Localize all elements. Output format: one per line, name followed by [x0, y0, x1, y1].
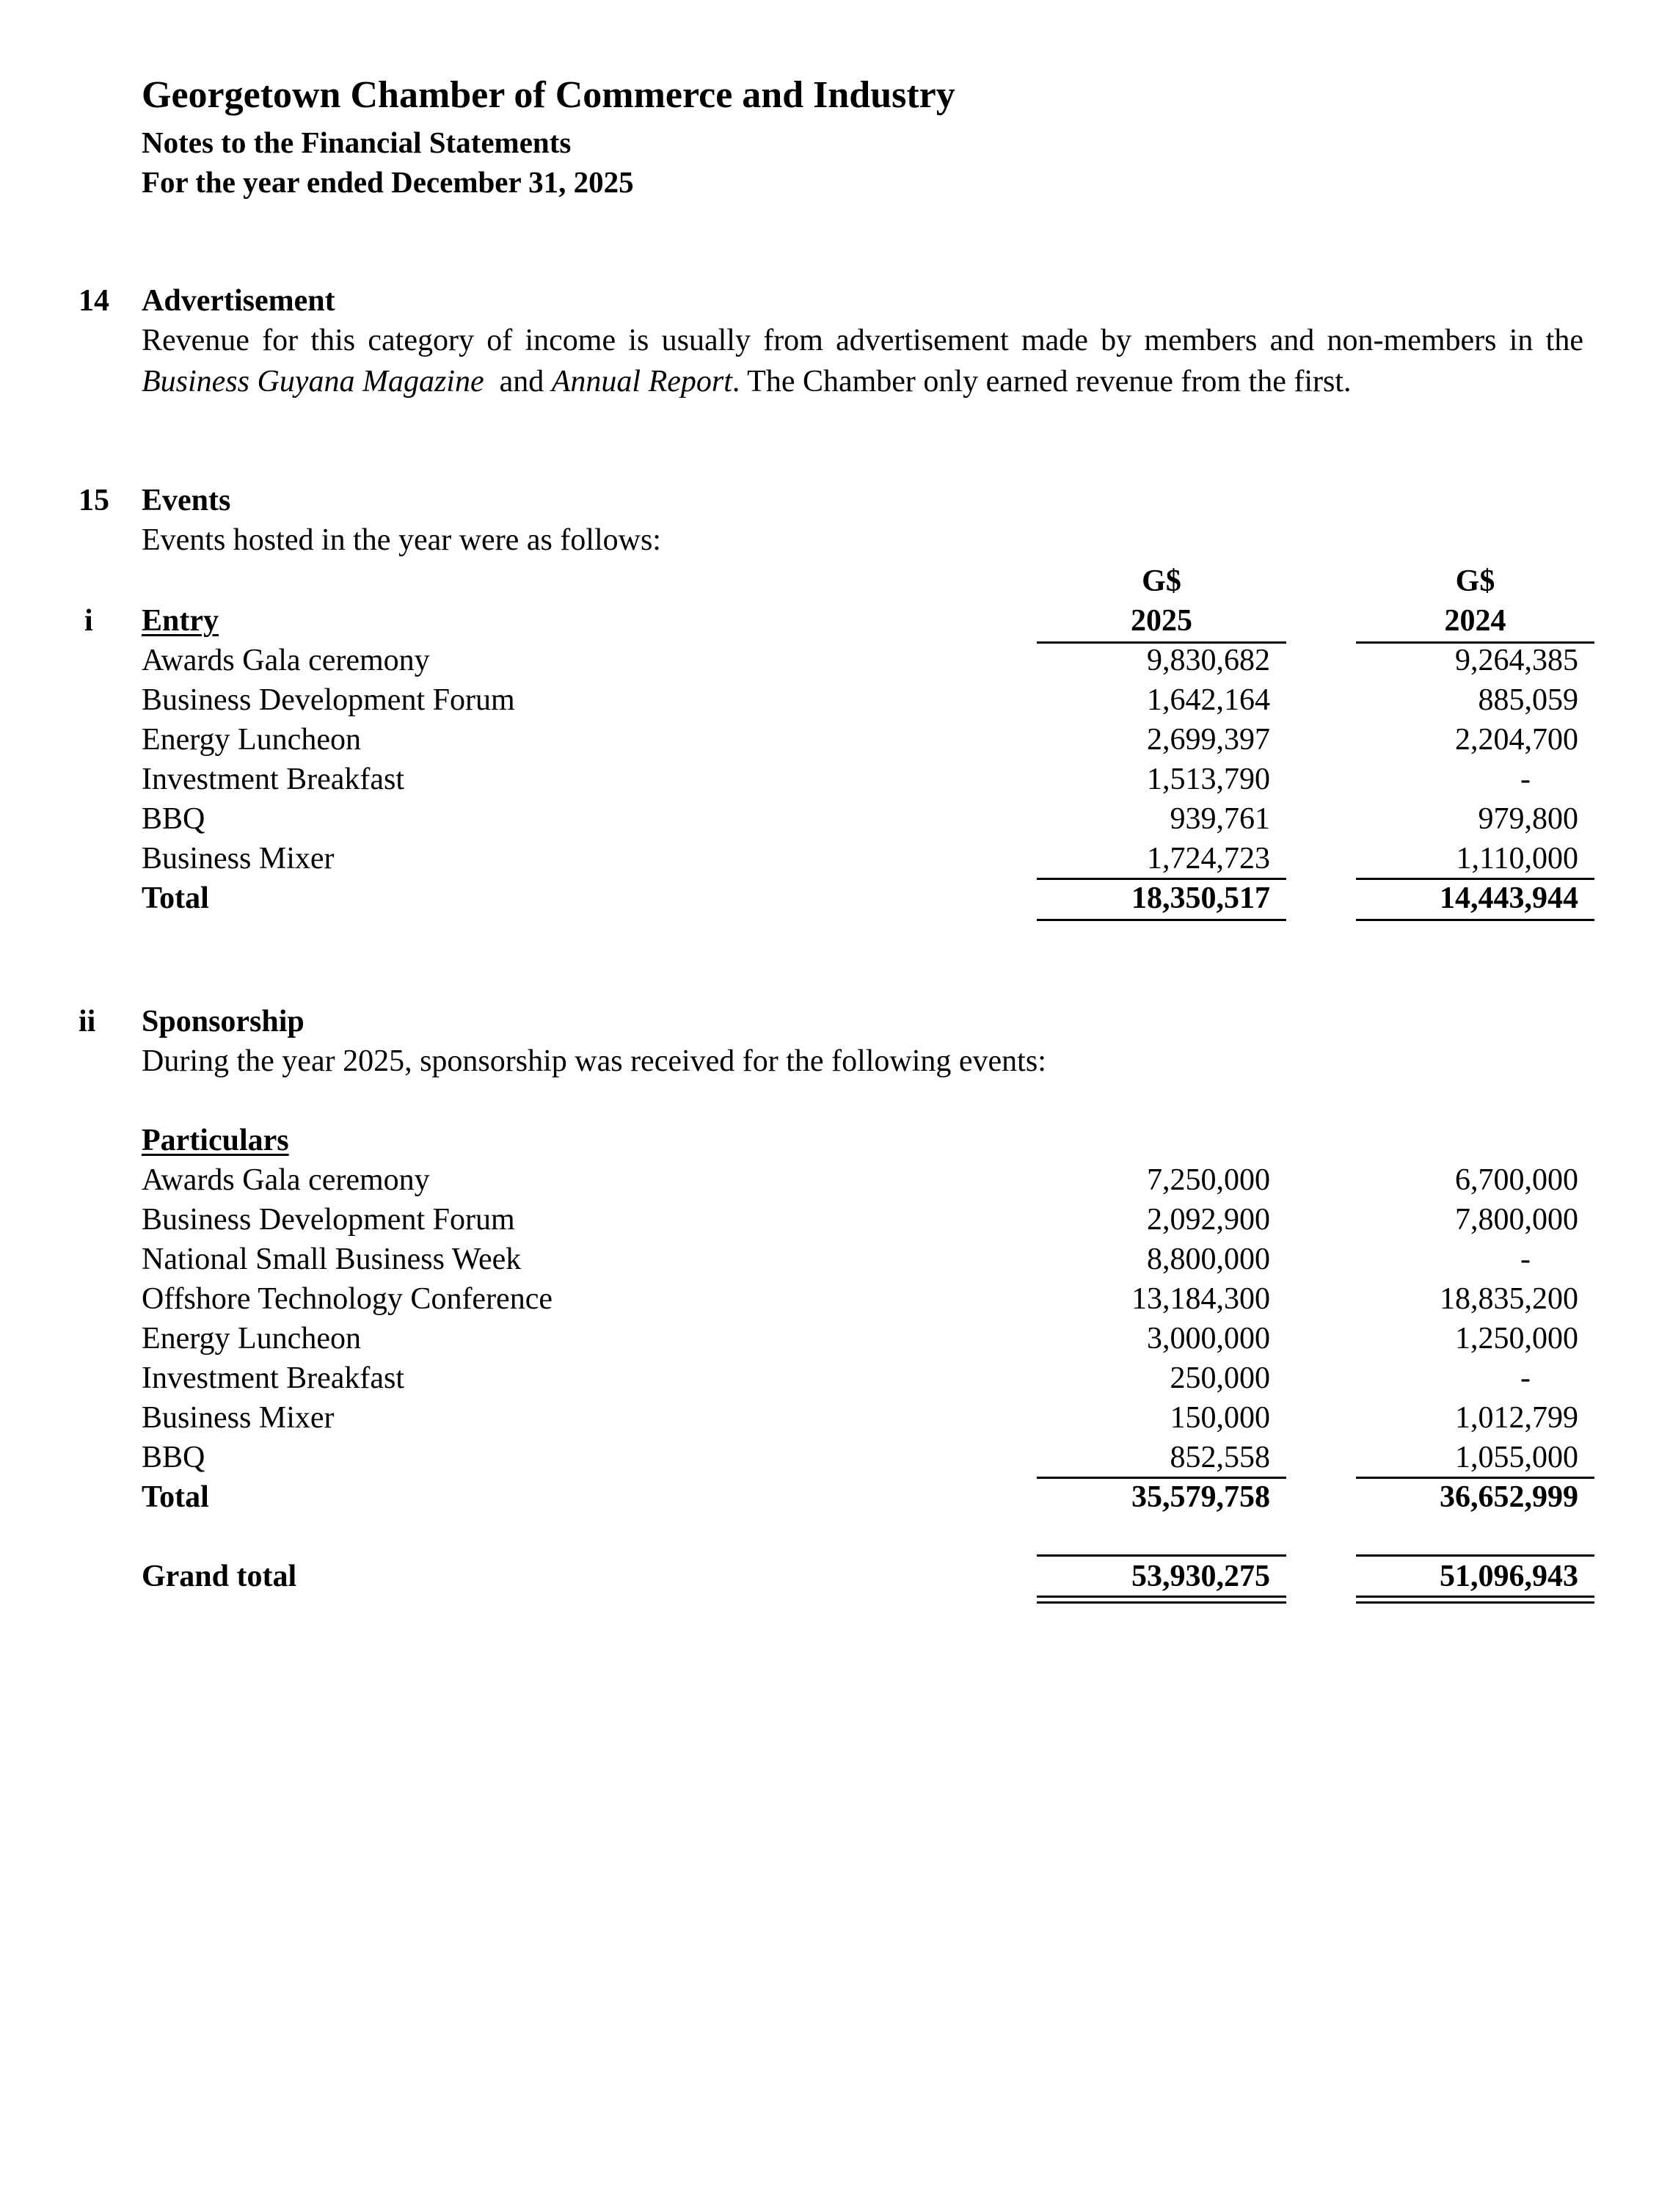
sponsorship-row-label: Investment Breakfast	[142, 1361, 405, 1395]
note-15-title: Events	[142, 484, 231, 517]
entry-row-2024: -	[1520, 763, 1531, 796]
sponsorship-row-2024: 6,700,000	[1455, 1163, 1578, 1197]
sponsorship-row-label: Offshore Technology Conference	[142, 1282, 553, 1316]
sponsorship-subtotal-rule-2025	[1037, 1477, 1286, 1479]
sponsorship-row-2024: 1,012,799	[1455, 1401, 1578, 1435]
sponsorship-row-2024: 18,835,200	[1440, 1282, 1578, 1316]
sponsorship-total-2025: 35,579,758	[1131, 1480, 1270, 1514]
grand-total-double-rule-2-2024	[1356, 1601, 1594, 1604]
note-15-number: 15	[79, 484, 109, 517]
sponsorship-row-2025: 7,250,000	[1147, 1163, 1270, 1197]
currency-2024: G$	[1455, 564, 1495, 598]
sponsorship-subtotal-rule-2024	[1356, 1477, 1594, 1479]
entry-row-label: Business Development Forum	[142, 683, 515, 717]
sponsorship-total-2024: 36,652,999	[1440, 1480, 1578, 1514]
sponsorship-row-2024: 7,800,000	[1455, 1203, 1578, 1237]
sponsorship-row-2025: 13,184,300	[1131, 1282, 1270, 1316]
sponsorship-row-label: Business Mixer	[142, 1401, 335, 1435]
sponsorship-row-label: BBQ	[142, 1441, 205, 1474]
sponsorship-row-2024: -	[1520, 1243, 1531, 1276]
grand-total-2025: 53,930,275	[1131, 1560, 1270, 1593]
document-period: For the year ended December 31, 2025	[142, 165, 634, 199]
sponsorship-row-2024: 1,055,000	[1455, 1441, 1578, 1474]
year-2025-header: 2025	[1131, 604, 1192, 638]
note-14-text-end: . The Chamber only earned revenue from the first.	[732, 365, 1352, 399]
entry-row-2024: 1,110,000	[1456, 842, 1578, 876]
entry-row-2025: 939,761	[1170, 802, 1270, 836]
sponsorship-intro: During the year 2025, sponsorship was received for the following events:	[142, 1044, 1046, 1078]
entry-row-2024: 885,059	[1478, 683, 1578, 717]
entry-row-label: Investment Breakfast	[142, 763, 405, 796]
entry-row-label: Awards Gala ceremony	[142, 644, 430, 677]
grand-total-double-rule-2-2025	[1037, 1601, 1286, 1604]
grand-total-top-rule-2024	[1356, 1554, 1594, 1557]
sponsorship-row-2025: 3,000,000	[1147, 1322, 1270, 1356]
note-14-paragraph	[142, 320, 1583, 402]
entry-total-rule-2024	[1356, 919, 1594, 921]
grand-total-top-rule-2025	[1037, 1554, 1286, 1557]
note-15-intro: Events hosted in the year were as follows:	[142, 523, 661, 557]
entry-row-2024: 979,800	[1478, 802, 1578, 836]
sponsorship-heading: Sponsorship	[142, 1005, 305, 1038]
note-14-magazine: Business Guyana Magazine	[142, 365, 484, 399]
note-14-report: Annual Report	[551, 365, 732, 399]
year-2024-header: 2024	[1444, 604, 1506, 638]
grand-total-2024: 51,096,943	[1440, 1560, 1578, 1593]
entry-row-label: Business Mixer	[142, 842, 335, 876]
particulars-heading: Particulars	[142, 1124, 289, 1157]
currency-2025: G$	[1142, 564, 1181, 598]
note-14-text-line-1: Revenue for this category of income is usually from advertisement made by members and non-members in the	[142, 324, 1583, 357]
grand-total-label: Grand total	[142, 1560, 297, 1593]
entry-subtotal-rule-2025	[1037, 878, 1286, 880]
sponsorship-row-label: Energy Luncheon	[142, 1322, 361, 1356]
entry-row-2025: 2,699,397	[1147, 723, 1270, 757]
sponsorship-row-2024: 1,250,000	[1455, 1322, 1578, 1356]
organization-name: Georgetown Chamber of Commerce and Industry	[142, 74, 955, 116]
entry-row-label: BBQ	[142, 802, 205, 836]
entry-row-2025: 9,830,682	[1147, 644, 1270, 677]
sponsorship-row-label: Business Development Forum	[142, 1203, 515, 1237]
note-14-and: and	[499, 365, 544, 399]
entry-row-2024: 9,264,385	[1455, 644, 1578, 677]
entry-row-label: Energy Luncheon	[142, 723, 361, 757]
entry-heading: Entry	[142, 604, 219, 638]
sponsorship-row-label: National Small Business Week	[142, 1243, 522, 1276]
sponsorship-row-2024: -	[1520, 1361, 1531, 1395]
entry-marker: i	[84, 604, 93, 638]
sponsorship-row-label: Awards Gala ceremony	[142, 1163, 430, 1197]
entry-row-2025: 1,513,790	[1147, 763, 1270, 796]
entry-row-2025: 1,724,723	[1147, 842, 1270, 876]
sponsorship-row-2025: 2,092,900	[1147, 1203, 1270, 1237]
entry-total-2025: 18,350,517	[1131, 881, 1270, 915]
entry-total-label: Total	[142, 881, 209, 915]
entry-row-2024: 2,204,700	[1455, 723, 1578, 757]
sponsorship-row-2025: 250,000	[1170, 1361, 1270, 1395]
sponsorship-marker: ii	[79, 1005, 96, 1038]
grand-total-double-rule-1-2025	[1037, 1596, 1286, 1598]
note-14-text-line-2	[142, 361, 1583, 402]
entry-total-rule-2025	[1037, 919, 1286, 921]
entry-subtotal-rule-2024	[1356, 878, 1594, 880]
entry-total-2024: 14,443,944	[1440, 881, 1578, 915]
grand-total-double-rule-1-2024	[1356, 1596, 1594, 1598]
sponsorship-row-2025: 852,558	[1170, 1441, 1270, 1474]
note-14-number: 14	[79, 284, 109, 318]
entry-row-2025: 1,642,164	[1147, 683, 1270, 717]
sponsorship-row-2025: 150,000	[1170, 1401, 1270, 1435]
note-14-title: Advertisement	[142, 284, 335, 318]
document-subtitle: Notes to the Financial Statements	[142, 125, 572, 159]
sponsorship-total-label: Total	[142, 1480, 209, 1514]
sponsorship-row-2025: 8,800,000	[1147, 1243, 1270, 1276]
